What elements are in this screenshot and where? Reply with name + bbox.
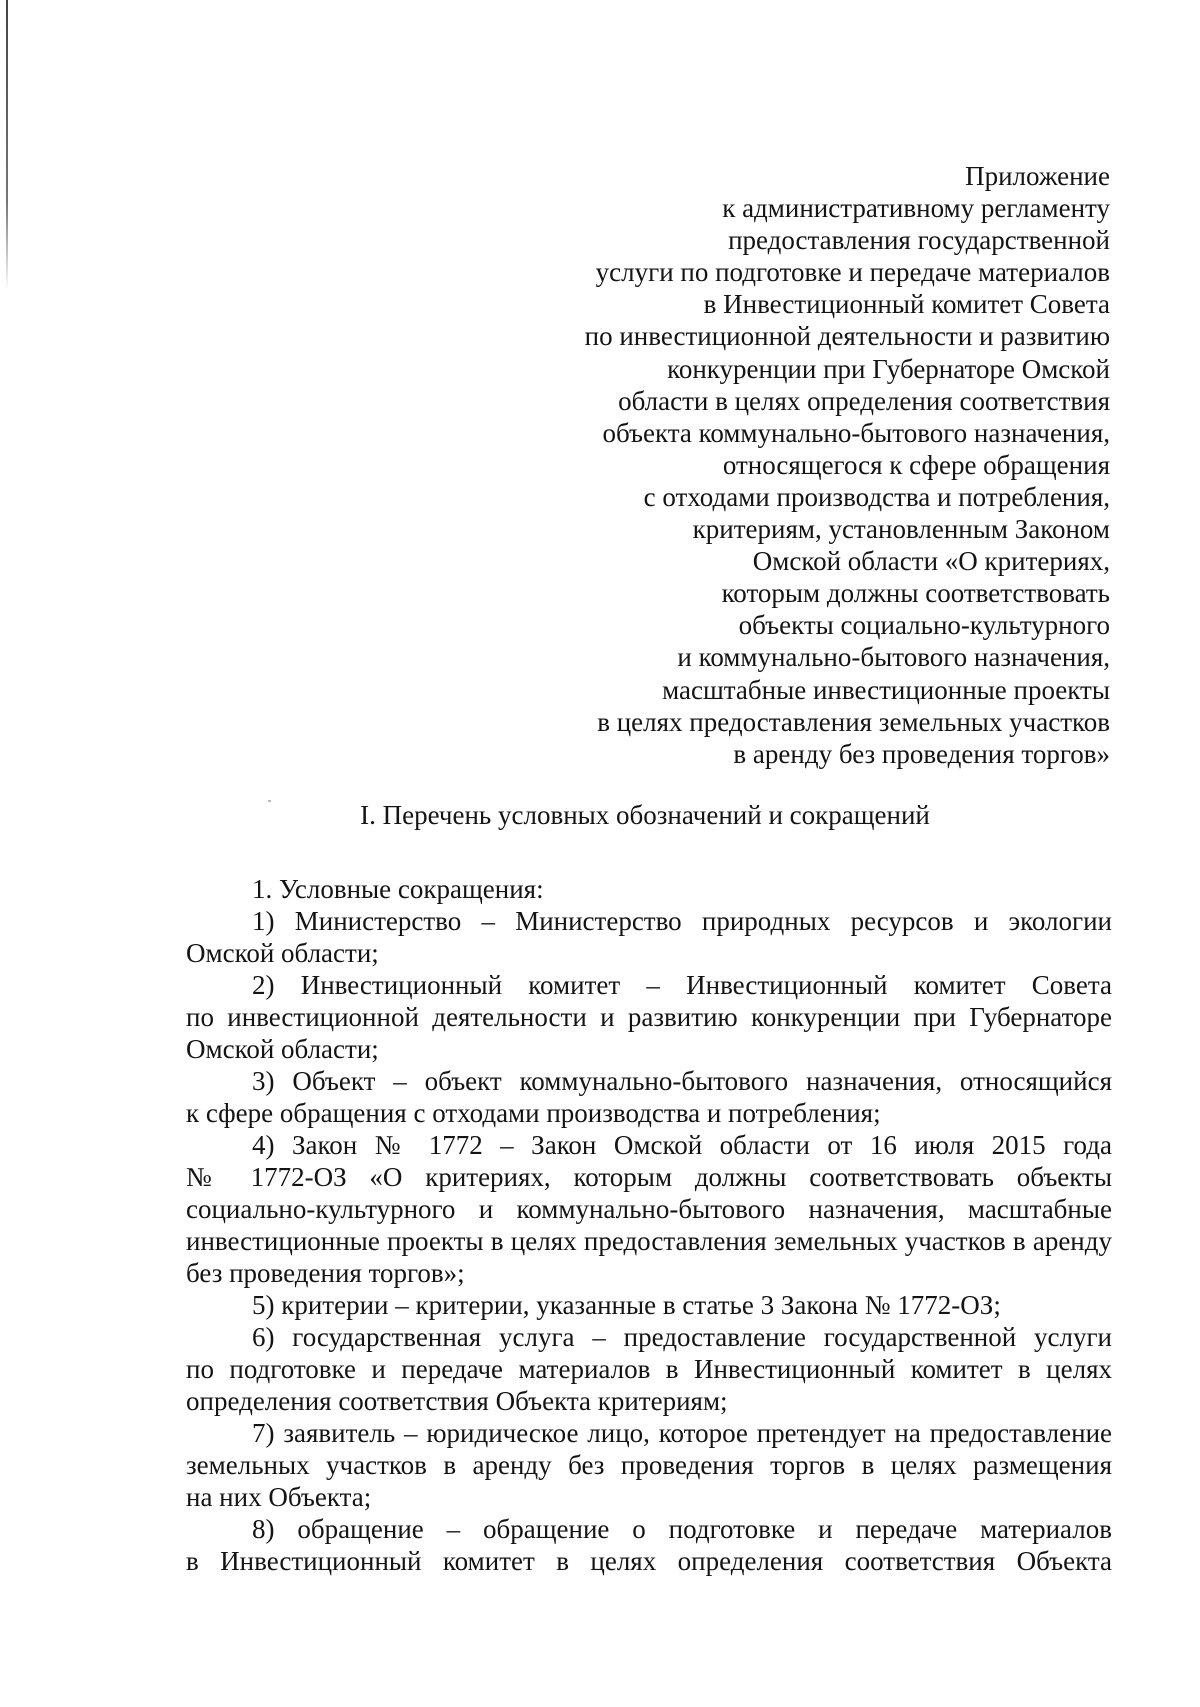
definition-4-line: № 1772-ОЗ «О критериях, которым должны соответствовать объекты — [186, 1162, 1112, 1192]
appendix-line: области в целях определения соответствия — [618, 385, 1110, 416]
definition-3-line: 3) Объект – объект коммунально-бытового назначения, относящийся — [252, 1066, 1112, 1096]
definition-6-line: определения соответствия Объекта критериям; — [186, 1386, 728, 1416]
appendix-line: объекты социально-культурного — [738, 610, 1110, 641]
appendix-header — [470, 160, 1110, 770]
definition-2-line: Омской области; — [186, 1034, 379, 1064]
appendix-line: с отходами производства и потребления, — [643, 481, 1110, 512]
definition-6-line: по подготовке и передаче материалов в Инвестиционный комитет в целях — [186, 1354, 1112, 1384]
appendix-line: услуги по подготовке и передаче материалов — [595, 257, 1110, 288]
definition-7-line: на них Объекта; — [186, 1482, 372, 1512]
appendix-line: и коммунально-бытового назначения, — [677, 642, 1110, 673]
section-heading: I. Перечень условных обозначений и сокращений — [360, 800, 930, 830]
appendix-line: объекта коммунально-бытового назначения, — [602, 417, 1110, 448]
appendix-line: в аренду без проведения торгов» — [733, 738, 1110, 769]
definition-8-line: 8) обращение – обращение о подготовке и передаче материалов — [252, 1514, 1112, 1544]
definition-8-line: в Инвестиционный комитет в целях определения соответствия Объекта — [186, 1546, 1112, 1576]
definition-4-line: социально-культурного и коммунально-бытового назначения, масштабные — [186, 1194, 1112, 1224]
appendix-line: Омской области «О критериях, — [752, 546, 1110, 577]
definition-6-line: 6) государственная услуга – предоставление государственной услуги — [252, 1322, 1112, 1352]
definition-2-line: по инвестиционной деятельности и развитию конкуренции при Губернаторе — [186, 1002, 1112, 1032]
appendix-line: конкуренции при Губернаторе Омской — [667, 353, 1110, 384]
appendix-line: которым должны соответствовать — [721, 578, 1110, 609]
definition-4-line: 4) Закон № 1772 – Закон Омской области от 16 июля 2015 года — [252, 1130, 1112, 1160]
definition-1-line: Омской области; — [186, 938, 379, 968]
appendix-line: к административному регламенту — [722, 193, 1110, 224]
appendix-line: по инвестиционной деятельности и развитию — [584, 321, 1110, 352]
appendix-line: в Инвестиционный комитет Совета — [703, 289, 1110, 320]
appendix-line: критериям, установленным Законом — [692, 514, 1110, 545]
document-body — [186, 873, 1112, 1577]
appendix-line: Приложение — [965, 161, 1110, 191]
definition-1-line: 1) Министерство – Министерство природных ресурсов и экологии — [252, 906, 1112, 936]
definition-5-line: 5) критерии – критерии, указанные в статье 3 Закона № 1772-ОЗ; — [252, 1290, 1001, 1320]
appendix-line: предоставления государственной — [728, 225, 1110, 256]
scan-border-mark — [6, 0, 8, 290]
definition-7-line: 7) заявитель – юридическое лицо, которое претендует на предоставление — [252, 1418, 1112, 1448]
clause-intro: 1. Условные сокращения: — [252, 874, 544, 904]
appendix-line: масштабные инвестиционные проекты — [662, 674, 1110, 705]
definition-7-line: земельных участков в аренду без проведения торгов в целях размещения — [186, 1450, 1112, 1480]
appendix-line: относящегося к сфере обращения — [722, 449, 1110, 480]
appendix-line: в целях предоставления земельных участков — [597, 706, 1110, 737]
definition-3-line: к сфере обращения с отходами производства и потребления; — [186, 1098, 881, 1128]
definition-2-line: 2) Инвестиционный комитет – Инвестиционный комитет Совета — [252, 970, 1112, 1000]
definition-4-line: без проведения торгов»; — [186, 1258, 465, 1288]
definition-4-line: инвестиционные проекты в целях предоставления земельных участков в аренду — [186, 1226, 1112, 1256]
